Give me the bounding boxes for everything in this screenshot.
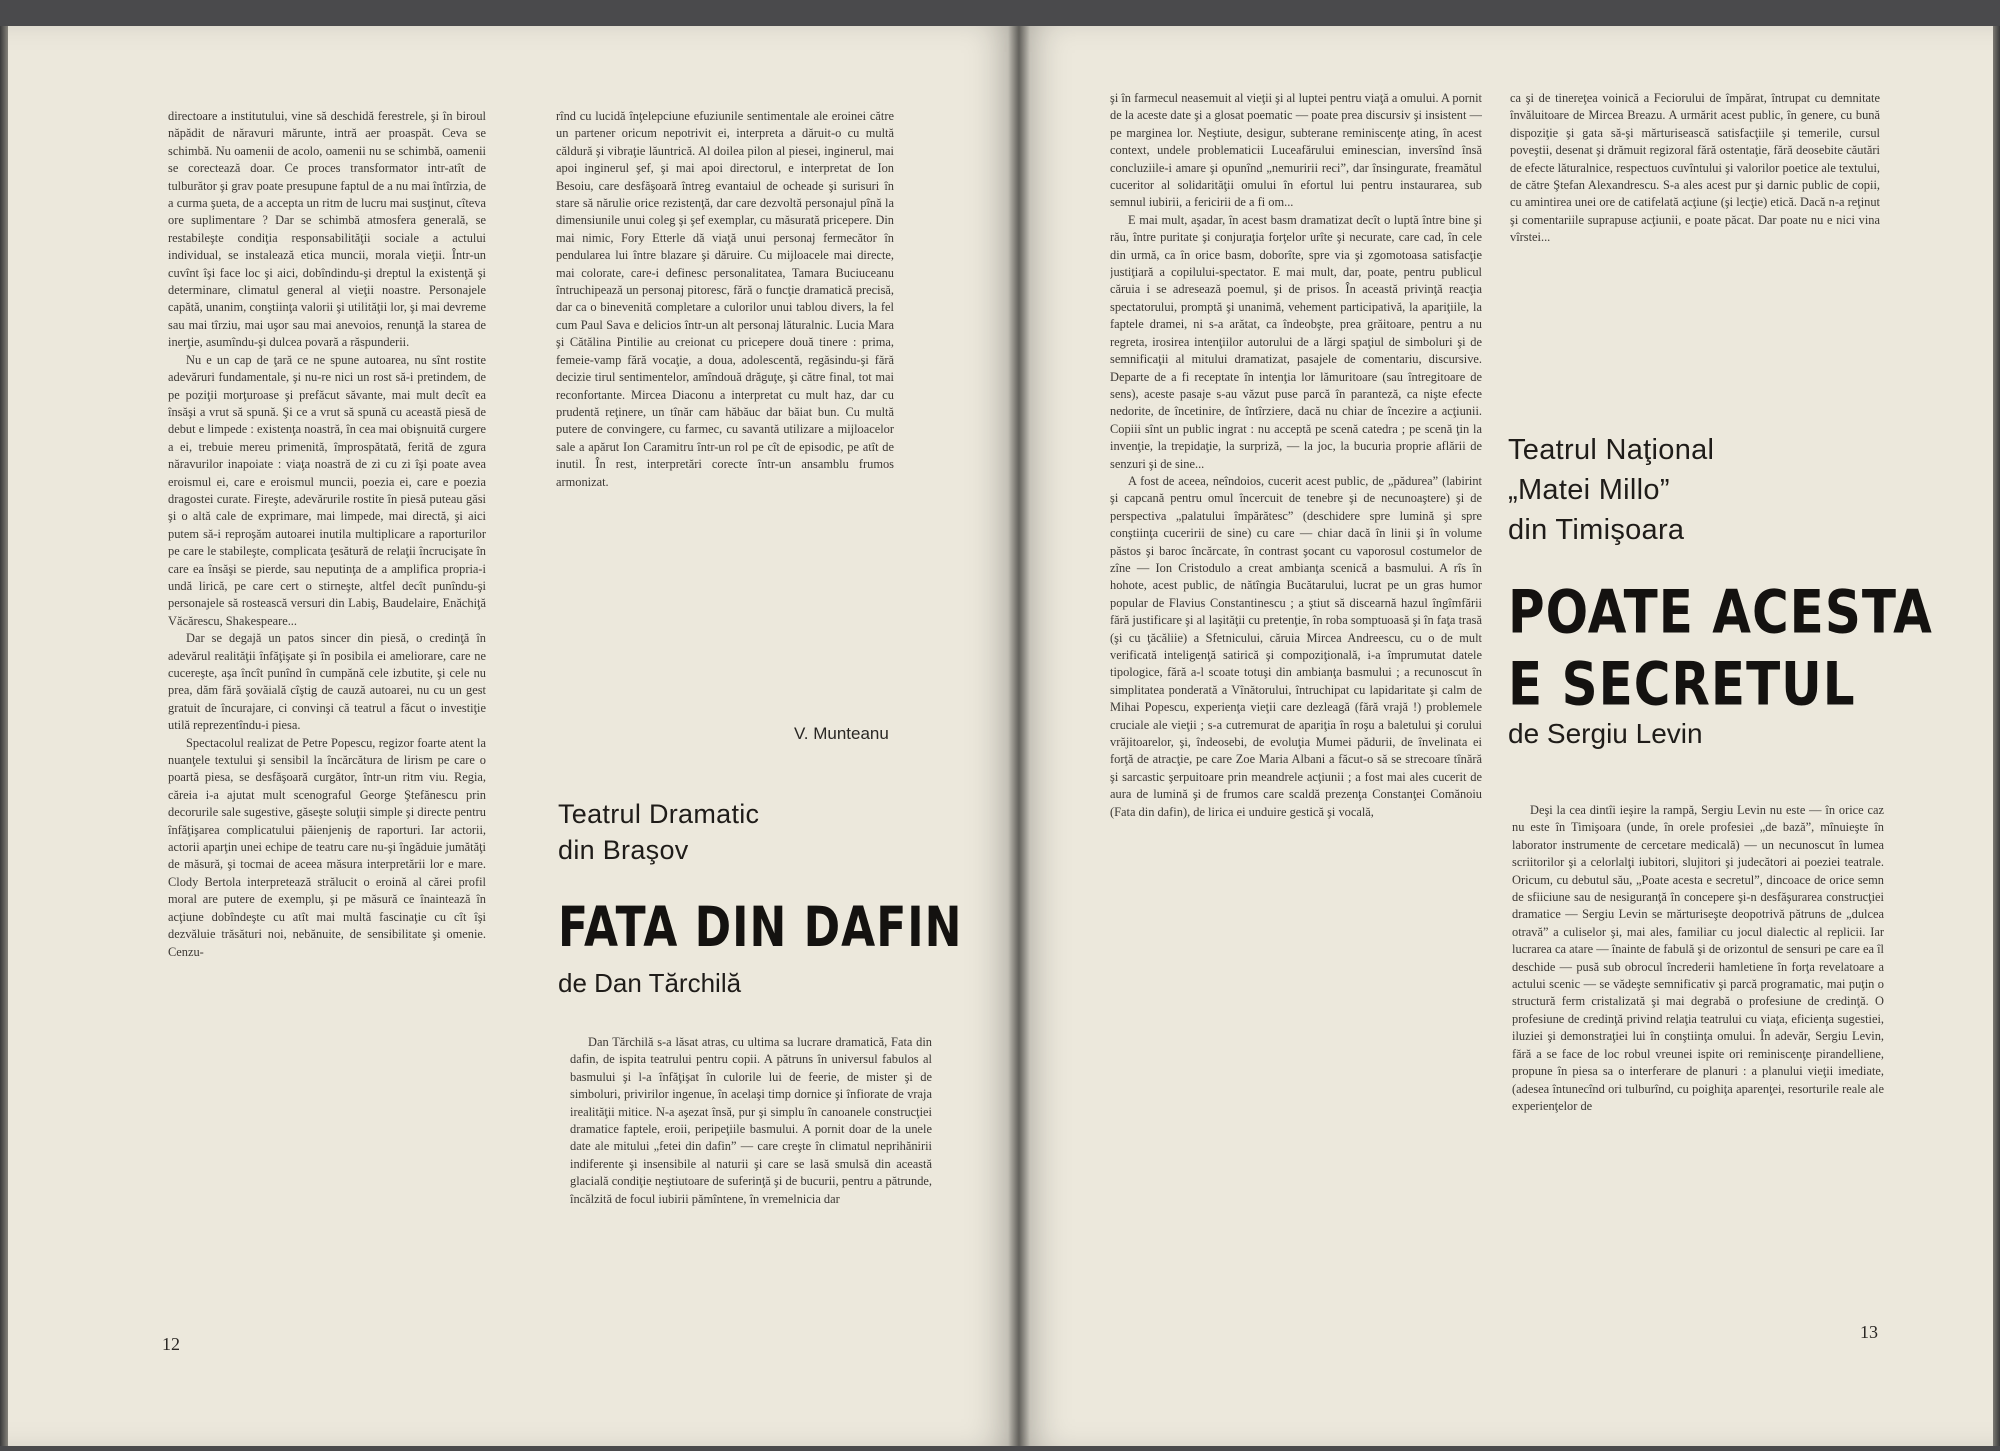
paragraph: E mai mult, aşadar, în acest basm dramatizat decît o luptă între bine şi rău, între puritate şi conjuraţia forţelor urîte şi necurate, care cad, în cele din urmă, ca în orice basm, doborîte, spre via şi zgomotoasa satisfacţie justiţiară a copilului-spectator. E mai mult, dar, poate, pentru publicul căruia i se adresează poemul, şi de prisos. În această privinţă reacţia spectatorului, promptă şi unanimă, vehement participativă, la apariţiile, la faptele dramei, ni s-a arătat, ca îndeobşte, prea grăitoare, pentru a nu regreta, irosirea intenţiilor autorului de a lărgi spaţiul de simboluri şi de semnificaţii al mitului dramatizat, pasajele de comentariu, discursive. Departe de a fi receptate în intenţia lor lămuritoare (sau întregitoare de sens), aceste pasaje s-au văzut puse parcă în paranteză, ca nişte efecte nedorite, de încetinire, de întîrziere, dacă nu chiar de încezire a acţiunii. Copiii sînt un public ingrat : nu acceptă pe scenă catedra ; pe scenă ţin la invenţie, la trepidaţie, la surpriză, — la joc, la bucuria proprie aflării de senzuri şi de sine... <box>1110 212 1482 471</box>
theatre-name-line: „Matei Millo” <box>1508 474 1670 506</box>
paragraph: Dar se degajă un patos sincer din piesă, o credinţă în adevărul realităţii înfăţişate şi în posibila ei ameliorare, care ne cucereşte, aşa încît punînd în cumpănă cele izbutite, şi cele nu prea, dăm fără şovăială cîştig de cauză autoarei, nu cu un gest gratuit de încurajare, ci convinşi că teatrul a făcut o investiţie utilă reprezentîndu-i piesa. <box>168 631 486 733</box>
paragraph: rînd cu lucidă înţelepciune efuziunile sentimentale ale eroinei către un partener oricum nepotrivit ei, interpreta a dăruit-o cu multă căldură şi vibraţie lăuntrică. Al doilea pilon al piesei, inginerul, mai apoi inginerul şef, şi mai apoi directorul, e interpretat de Ion Besoiu, care desfăşoară întreg evantaiul de ocheade şi surisuri în stare să nărulie orice rezistenţă, dar care dezvoltă personajul pînă la dimensiunile unui coleg şi şef exemplar, cu măsurată pricepere. Din mai nimic, Fory Etterle dă viaţă unui personaj fermecător în pendularea lui între blazare şi dăruire. Cu mijloacele mai directe, mai colorate, care-i definesc personalitatea, Tamara Buciuceanu întruchipează un personaj pitoresc, fără o funcţie dramatică precisă, dar ca o binevenită completare a culorilor unui tablou divers, la fel cum Paul Sava e delicios într-un alt personaj lăturalnic. Lucia Mara şi Cătălina Pintilie au creionat cu pricepere două tinere : prima, femeie-vamp fără vocaţie, a doua, adolescentă, regăsindu-şi fără decizie tirul sentimentelor, amîndouă drăguţe, şi către final, tot mai reconfortante. Mircea Diaconu a interpretat cu mult haz, dar cu prudentă reţinere, un tînăr cam hăbăuc dar băiat bun. Cu multă putere de convingere, cu farmec, cu savantă utilizare a mijloacelor sale a apărut Ion Caramitru într-un rol pe cît de episodic, pe atît de inutil. În rest, interpretări corecte într-un ansamblu frumos armonizat. <box>556 109 894 489</box>
play-author: de Dan Tărchilă <box>558 968 742 998</box>
theatre-name-line: din Braşov <box>558 835 689 865</box>
paragraph: Spectacolul realizat de Petre Popescu, regizor foarte atent la nuanţele textului şi sensibil la încărcătura de lirism pe care o poartă piesa, se desfăşoară curgător, într-un ritm viu. Regia, căreia i-a ajutat mult scenograful George Ştefănescu prin decorurile sale sugestive, găseşte soluţii simple şi directe pentru înfăţişarea complicatului păienjeniş de raporturi. Iar actorii, actorii aparţin unei echipe de teatru care nu-şi îngăduie jumătăţi de măsură, şi tocmai de aceea măsura interpretării lor e mare. Clody Bertola interpretează strălucit o eroină al cărei profil moral are putere de exemplu, şi pe măsură ce înaintează în acţiune dobîndeşte cu atît mai multă fascinaţie cu cît îşi dezvăluie trăsături noi, nebănuite, de sensibilitate şi omenie. Cenzu- <box>168 735 486 959</box>
theatre-name-line: Teatrul Naţional <box>1508 434 1715 466</box>
left-page-column-2 <box>556 108 894 710</box>
paragraph: Dan Tărchilă s-a lăsat atras, cu ultima sa lucrare dramatică, Fata din dafin, de ispita teatrului pentru copii. A pătruns în universul fabulos al basmului şi l-a înfăţişat în culorile lui de feerie, de mister şi de simboluri, privirilor ingenue, în acelaşi timp dornice şi înfiorate de vraja irealităţii mitice. N-a aşezat însă, pur şi simplu în canoanele construcţiei dramatice faptele, eroii, peripeţiile basmului. A pornit doar de la unele date ale mitului „fetei din dafin” — care creşte în climatul neprihănirii indiferente şi insensibile al naturii şi care se lasă smulsă din această glacială condiţie neştiutoare de suferinţă şi de bucurii, pentru a pătrunde, încălzită de focul iubirii pămîntene, în vremelnicia dar <box>570 1035 932 1206</box>
review-text <box>570 1034 932 1324</box>
play-title: FATA DIN DAFIN <box>558 896 963 960</box>
play-title-line: POATE ACESTA <box>1508 577 1933 647</box>
right-page-column-1 <box>1110 90 1482 1346</box>
left-page <box>8 26 1018 1446</box>
paragraph: Nu e un cap de ţară ce ne spune autoarea, nu sînt rostite adevăruri fundamentale, şi nu-re nici un rost să-i pretindem, de pe poziţii morţuroase şi prefăcut săvante, mai mult decît ea însăşi a vrut să spună. Şi ce a vrut să spună cu această piesă de debut e limpede : existenţa noastră, în cea mai obişnuită curgere a ei, trebuie mereu primenită, împrospătată, ferită de zgura năravurilor inapoiate : viaţa noastră de zi cu zi îşi poate avea eroismul ei, care e eroismul muncii, poezia ei, care e poezia dragostei curate. Fireşte, adevărurile rostite în piesă puteau găsi şi o altă cale de exprimare, mai limpede, mai directă, şi aici putem să-i reproşăm autoarei inutila multiplicare a raporturilor pe care le stabileşte, complicata ţesătură de relaţii încrucişate în care ea însăşi se pierde, sau neputinţa de a amplifica propria-i undă lirică, pe care cert o stirneşte, altfel decît punîndu-şi personajele să rostească versuri din Labiş, Baudelaire, Enăchiţă Văcărescu, Shakespeare... <box>168 352 486 628</box>
review-signature: V. Munteanu <box>794 724 889 743</box>
left-page-column-1 <box>168 108 486 1348</box>
theatre-name-line: Teatrul Dramatic <box>558 799 760 829</box>
paragraph: ca şi de tinereţea voinică a Feciorului de împărat, întrupat cu demnitate învăluitoare de Mircea Breazu. A urmărit acest public, în genere, cu bună dispoziţie şi gata să-şi mărturisească satisfacţiile şi temerile, cursul poveştii, desenat şi drămuit regizoral fără ostentaţie, fără deosebite căutări de efecte lăturalnice, respectuos cuvîntului şi valorilor poetice ale textului, de către Ştefan Alexandrescu. S-a ales acest pur şi darnic public de copii, cu amintirea unei ore de catifelată acţiune (şi lecţie) etică. Dacă n-a reţinut şi comentariile suprapuse acţiunii, e poate păcat. Dar poate nu e nici vina vîrstei... <box>1510 91 1880 245</box>
right-page <box>1018 26 1993 1446</box>
play-title <box>1508 576 1933 720</box>
page-number: 13 <box>1860 1322 1878 1342</box>
theatre-name-line: din Timişoara <box>1508 514 1685 546</box>
play-title-line: E SECRETUL <box>1508 649 1856 719</box>
review-text <box>1512 802 1884 1342</box>
theatre-name <box>558 796 759 868</box>
theatre-name <box>1508 430 1714 550</box>
paragraph: directoare a institutului, vine să deschidă ferestrele, şi în biroul năpădit de năravuri mărunte, intră aer proaspăt. Ceva se schimbă. Nu oamenii de acolo, oamenii nu se schimbă, oamenii se corectează doar. Ce proces transformator intr-atît de tulburător şi grav poate presupune faptul de a nu mai întîrzia, de a curma şueta, de a accepta un ritm de lucru mai susţinut, cîteva ore suplimentare ? Dar se schimbă atmosfera generală, se restabileşte condiţia responsabilităţii sociale a actului individual, se instalează etica muncii, morala vieţii. Într-un cuvînt îşi face loc şi aici, dobîndindu-şi dreptul la existenţă şi determinare, climatul general al vieţii noastre. Personajele capătă, unanim, conştiinţa valorii şi utilităţii lor, şi mai devreme sau mai tîrziu, mai uşor sau mai anevoios, renunţă la starea de inerţie, asumîndu-şi dulcea povară a răspunderii. <box>168 109 486 350</box>
play-author: de Sergiu Levin <box>1508 718 1703 749</box>
paragraph: A fost de aceea, neîndoios, cucerit acest public, de „pădurea” (labirint şi capcană pentru omul încercuit de tenebre şi de necunoaştere) şi de perspectiva „palatului împărătesc” (deschidere spre lumină şi spre conştiinţa cuceririi de sine) cu care — chiar dacă în linii şi în volume păstos şi baroc încărcate, în contrast şocant cu vaporosul costumelor de zîne — Ion Cristodulo a creat ambianţa scenică a basmului. A rîs în hohote, acest public, de nătîngia Bucătarului, lucrat pe un gras humor popular de Flavius Constantinescu ; a ştiut să discearnă hazul îngîmfării fără justificare şi al laşităţii cu pretenţie, în roba somptuoasă şi în faţa trasă (şi cu ţăcăliie) a Sfetnicului, căruia Mircea Andreescu, cu o de mult verificată inteligenţă satirică şi compoziţională, i-a împrumutat datele tipologice, fără a-l scoate totuşi din ambianţa basmului ; a recunoscut în simplitatea ponderată a Vînătorului, întruchipat cu lapidaritate şi calm de Mihai Popescu, experienţa vieţii care dezleagă (fără vrajă !) problemele cruciale ale vieţii ; s-a cutremurat de apariţia în roşu a baletului şi corului vrăjitoarelor, şi, îndeosebi, de evoluţia Mumei pădurii, de învelinata ei forţă de atracţie, pe care Zoe Maria Albani a făcut-o să se strecoare tînără şi sarcastic şerpuitoare prin meandrele acţiunii ; a fost mai ales cucerit de aura de lumină şi de frumos care scaldă prezenţa Constanţei Comănoiu (Fata din dafin), de lirica ei unduire gestică şi vocală, <box>1110 473 1482 819</box>
page-number: 12 <box>162 1334 180 1354</box>
book-gutter <box>1008 26 1030 1446</box>
paragraph: Deşi la cea dintîi ieşire la rampă, Sergiu Levin nu este — în orice caz nu este în Timişoara (unde, în orele profesiei „de bază”, mînuieşte în laborator instrumente de cercetare medicală) — un necunoscut în lumea scriitorilor şi a celorlalţi iubitori, slujitori şi judecători ai poeziei teatrale. Oricum, cu debutul său, „Poate acesta e secretul”, dincoace de orice semn de sfiiciune sau de nesiguranţă în concepere şi-n desfăşurarea construcţiei dramatice — Sergiu Levin se mărturiseşte deopotrivă pătruns de „dulcea otravă” a culiselor şi, mai ales, familiar cu jocul dialectic al replicii. Iar lucrarea ca atare — înainte de fabulă şi de orizontul de sensuri pe care ea îl deschide — pusă sub obrocul încrederii hamletiene în forţa revelatoare a actului scenic — se vădeşte semnificativ şi parcă programatic, mai puţin o structură ferm cristalizată şi mai degrabă o profesiune de credinţă. O profesiune de credinţă privind relaţia teatrului cu viaţa, eficienţa sugestiei, iluziei şi demonstraţiei lui în conştiinţa omului. În adevăr, Sergiu Levin, fără a se face de loc robul vreunei ispite ori reminiscenţe pirandelliene, propune în piesa sa o interferare de planuri : a planului vieţii imediate, (adesea întunecînd ori tulburînd, cu poighiţa aparenţei, resorturile reale ale experienţelor de <box>1512 803 1884 1113</box>
paragraph: şi în farmecul neasemuit al vieţii şi al luptei pentru viaţă a omului. A pornit de la aceste date şi a glosat poematic — poate prea discursiv şi insistent — pe marginea lor. Neştiute, desigur, subterane reminiscenţe ating, în acest context, undele problematicii Luceafărului eminescian, inversînd însă concluziile-i amare şi opunînd „nemuririi reci”, dar însingurate, freamătul cuceritor al solidarităţii omului în efortul lui pentru instaurarea, sub semnul iubirii, a fericirii de a fi om... <box>1110 91 1482 210</box>
right-page-column-2 <box>1510 90 1880 378</box>
